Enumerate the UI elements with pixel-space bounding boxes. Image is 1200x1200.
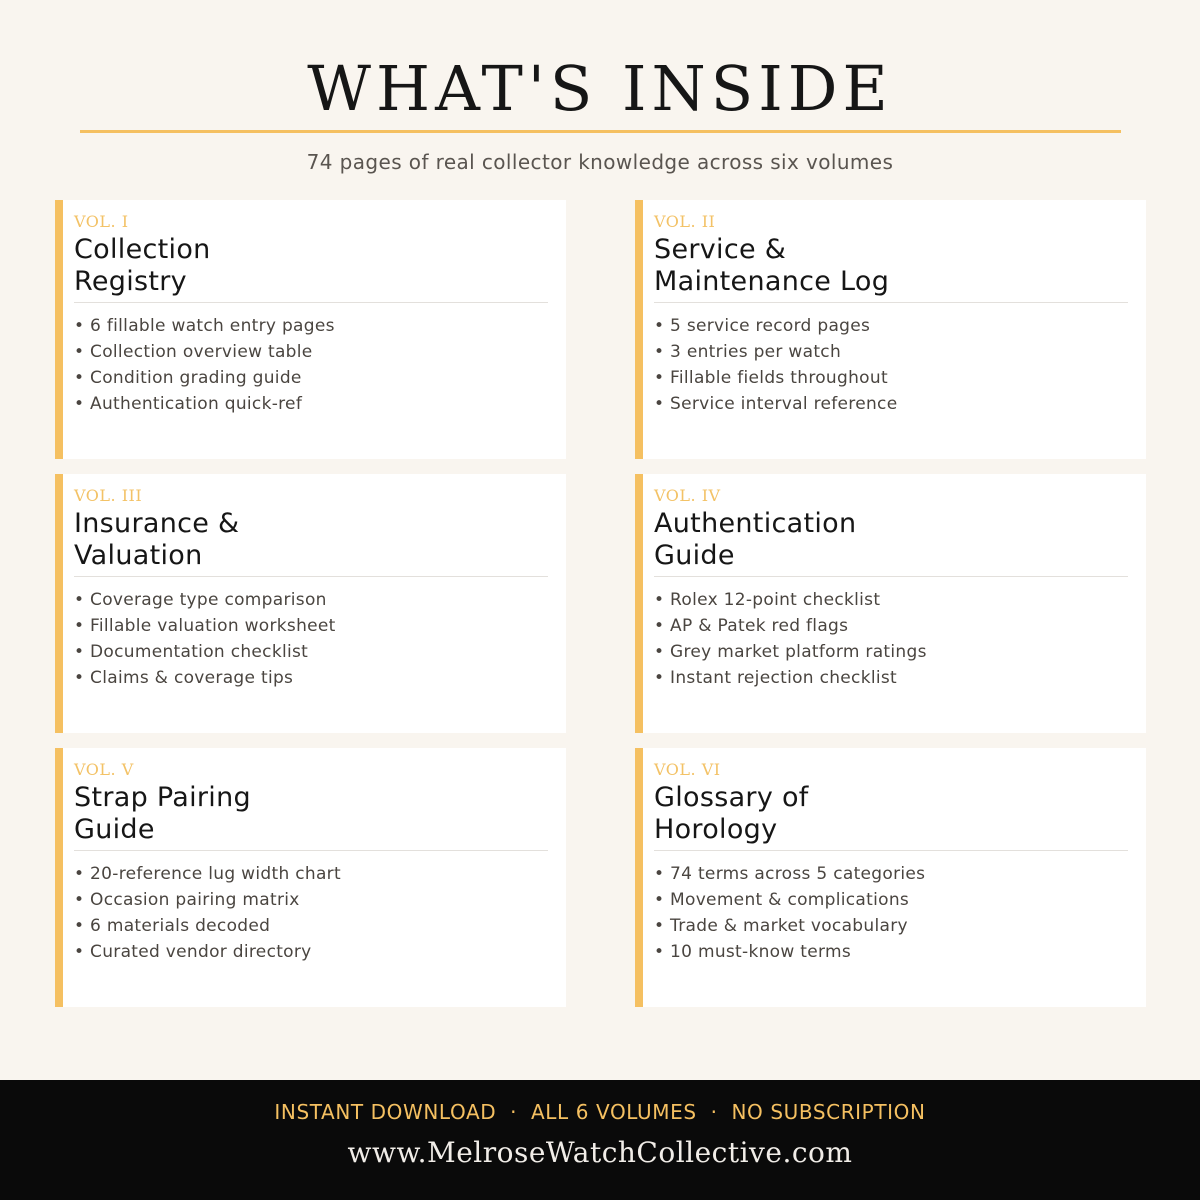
- volume-card-4: [635, 474, 1146, 733]
- volume-number: VOL. III: [74, 486, 143, 505]
- volume-card-5: [55, 748, 566, 1007]
- list-item: • AP & Patek red flags: [654, 616, 849, 636]
- volume-card-3: [55, 474, 566, 733]
- volume-feature-list: [654, 861, 1128, 965]
- list-item: • Claims & coverage tips: [74, 668, 294, 688]
- volume-number: VOL. IV: [654, 486, 721, 505]
- list-item: • 3 entries per watch: [654, 342, 842, 362]
- volume-feature-list: [74, 861, 548, 965]
- title-divider: [80, 130, 1121, 133]
- footer-banner: [0, 1080, 1200, 1200]
- list-item: • Coverage type comparison: [74, 590, 327, 610]
- list-item: • Instant rejection checklist: [654, 668, 898, 688]
- volume-number: VOL. V: [74, 760, 134, 779]
- volume-number: VOL. VI: [654, 760, 721, 779]
- list-item: • 10 must-know terms: [654, 942, 852, 962]
- list-item: • Condition grading guide: [74, 368, 302, 388]
- list-item: • Fillable fields throughout: [654, 368, 888, 388]
- volume-card-2: [635, 200, 1146, 459]
- list-item: • Curated vendor directory: [74, 942, 312, 962]
- list-item: • 6 materials decoded: [74, 916, 271, 936]
- volume-title: Strap Pairing Guide: [74, 782, 548, 851]
- list-item: • Authentication quick-ref: [74, 394, 303, 414]
- list-item: • 20-reference lug width chart: [74, 864, 341, 884]
- volume-feature-list: [74, 587, 548, 691]
- volume-title: Authentication Guide: [654, 508, 1128, 577]
- volume-number: VOL. II: [654, 212, 716, 231]
- list-item: • Movement & complications: [654, 890, 910, 910]
- list-item: • Documentation checklist: [74, 642, 309, 662]
- website-url: www.MelroseWatchCollective.com: [347, 1136, 853, 1169]
- footer-tagline: INSTANT DOWNLOAD · ALL 6 VOLUMES · NO SUBSCRIPTION: [274, 1100, 926, 1124]
- volume-title: Insurance & Valuation: [74, 508, 548, 577]
- volume-feature-list: [654, 587, 1128, 691]
- volume-number: VOL. I: [74, 212, 129, 231]
- list-item: • Fillable valuation worksheet: [74, 616, 336, 636]
- volume-feature-list: [74, 313, 548, 417]
- volume-card-6: [635, 748, 1146, 1007]
- volume-title: Collection Registry: [74, 234, 548, 303]
- list-item: • 74 terms across 5 categories: [654, 864, 926, 884]
- list-item: • Collection overview table: [74, 342, 313, 362]
- volume-title: Glossary of Horology: [654, 782, 1128, 851]
- volume-card-1: [55, 200, 566, 459]
- page-title: WHAT'S INSIDE: [307, 52, 893, 125]
- page-subtitle: 74 pages of real collector knowledge across six volumes: [306, 150, 894, 174]
- list-item: • Occasion pairing matrix: [74, 890, 300, 910]
- list-item: • Trade & market vocabulary: [654, 916, 908, 936]
- volume-title: Service & Maintenance Log: [654, 234, 1128, 303]
- volume-feature-list: [654, 313, 1128, 417]
- list-item: • Grey market platform ratings: [654, 642, 927, 662]
- list-item: • Rolex 12-point checklist: [654, 590, 881, 610]
- list-item: • 6 fillable watch entry pages: [74, 316, 335, 336]
- list-item: • Service interval reference: [654, 394, 898, 414]
- list-item: • 5 service record pages: [654, 316, 871, 336]
